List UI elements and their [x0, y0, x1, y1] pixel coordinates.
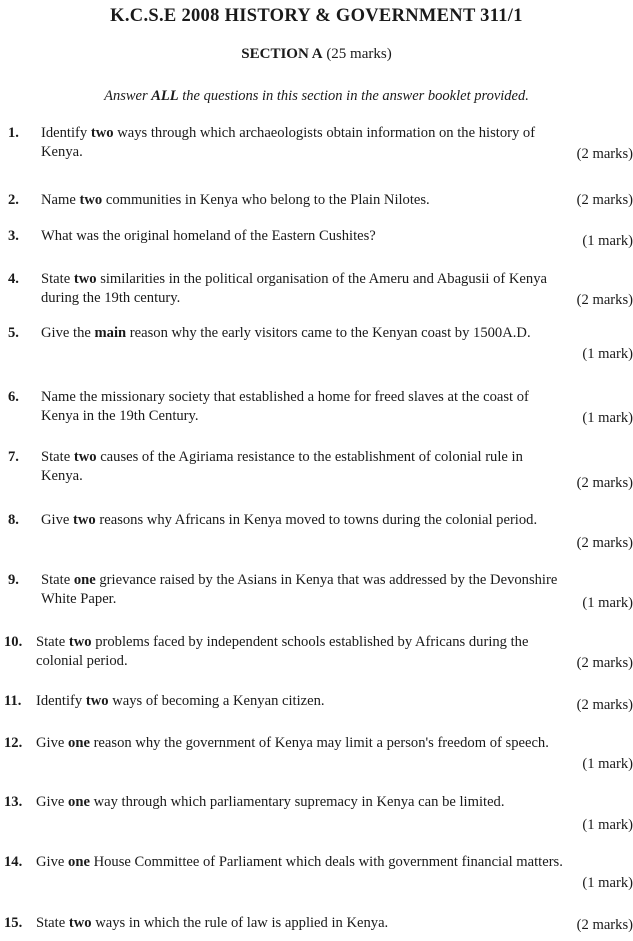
section-heading [0, 46, 633, 63]
question-number: 9. [8, 572, 19, 588]
question-text-post: ways of becoming a Kenyan citizen. [108, 693, 325, 709]
question-text-post: causes of the Agiriama resistance to the establishment of colonial rule in Kenya. [41, 449, 523, 484]
instruction-bold: ALL [151, 88, 179, 104]
question-text-pre: State [41, 449, 74, 465]
question-text-bold: two [85, 693, 109, 709]
question-text [36, 853, 633, 872]
question-text-pre: Give the [41, 325, 95, 341]
question-text-bold: one [68, 735, 90, 751]
question-text [41, 511, 633, 530]
question-number: 8. [8, 512, 19, 528]
question-text-post: reason why the government of Kenya may limit a person's freedom of speech. [89, 735, 549, 751]
question-text [41, 324, 633, 343]
question-marks: (2 marks) [576, 475, 633, 491]
question-text-bold: two [79, 192, 103, 208]
question-marks: (2 marks) [576, 292, 633, 308]
question-text-post: reason why the early visitors came to the Kenyan coast by 1500A.D. [126, 325, 531, 341]
instruction-line [0, 88, 633, 105]
question-text-bold: two [68, 634, 92, 650]
question-text-pre: Give [36, 735, 69, 751]
question-text-post: communities in Kenya who belong to the Plain Nilotes. [102, 192, 430, 208]
question-text-post: ways through which archaeologists obtain information on the history of Kenya. [41, 125, 536, 160]
question-text [36, 914, 633, 933]
instruction-post: the questions in this section in the answer booklet provided. [178, 88, 529, 104]
question-text-pre: State [36, 915, 69, 931]
question-text-bold: two [73, 271, 97, 287]
question-text [41, 191, 633, 210]
question-text-bold: two [73, 512, 96, 528]
question-marks: (1 mark) [582, 410, 633, 426]
question-text [41, 448, 633, 486]
question-text-pre: Give [41, 512, 74, 528]
question-number: 10. [4, 634, 23, 650]
question-text-post: House Committee of Parliament which deals with government financial matters. [89, 854, 563, 870]
question-number: 1. [8, 125, 19, 141]
section-label: SECTION A [241, 46, 323, 62]
question-text-post: similarities in the political organisation of the Ameru and Abagusii of Kenya during the 19th century. [41, 271, 547, 306]
question-number: 4. [8, 271, 19, 287]
question-marks: (1 mark) [582, 233, 633, 249]
question-text-post: problems faced by independent schools established by Africans during the colonial period. [36, 634, 529, 669]
question-text-bold: one [68, 794, 90, 810]
question-marks: (2 marks) [576, 917, 633, 933]
question-text-bold: two [73, 449, 97, 465]
question-number: 7. [8, 449, 19, 465]
question-text [36, 734, 633, 753]
question-text-bold: two [68, 915, 92, 931]
question-text-pre: Name [41, 192, 80, 208]
question-text-bold: one [73, 572, 96, 588]
question-text-bold: one [68, 854, 90, 870]
question-number: 15. [4, 915, 23, 931]
question-text [36, 793, 633, 812]
question-text-bold: main [94, 325, 127, 341]
question-text-pre: Give [36, 854, 69, 870]
question-marks: (1 mark) [582, 875, 633, 891]
question-text-post: reasons why Africans in Kenya moved to towns during the colonial period. [95, 512, 538, 528]
question-number: 12. [4, 735, 23, 751]
question-text-pre: Name the missionary society that established a home for freed slaves at the coast of Kenya in the 19th Century. [41, 389, 529, 424]
question-text [41, 270, 633, 308]
instruction-pre: Answer [104, 88, 152, 104]
question-number: 5. [8, 325, 19, 341]
question-text-pre: Identify [41, 125, 91, 141]
question-text-post: grievance raised by the Asians in Kenya that was addressed by the Devonshire White Paper. [41, 572, 558, 607]
question-text [41, 388, 633, 426]
question-number: 6. [8, 389, 19, 405]
question-text-pre: State [41, 271, 74, 287]
question-marks: (2 marks) [576, 697, 633, 713]
question-marks: (1 mark) [582, 346, 633, 362]
question-number: 3. [8, 228, 19, 244]
question-text [36, 633, 633, 671]
question-number: 2. [8, 192, 19, 208]
question-text-bold: two [90, 125, 114, 141]
question-marks: (1 mark) [582, 756, 633, 772]
question-number: 13. [4, 794, 23, 810]
question-number: 14. [4, 854, 23, 870]
question-marks: (2 marks) [576, 192, 633, 208]
exam-title: K.C.S.E 2008 HISTORY & GOVERNMENT 311/1 [110, 6, 523, 26]
question-text-pre: Identify [36, 693, 86, 709]
question-text [41, 124, 633, 162]
question-text-post: way through which parliamentary supremacy in Kenya can be limited. [89, 794, 505, 810]
question-text [41, 227, 633, 246]
question-marks: (2 marks) [576, 146, 633, 162]
question-marks: (1 mark) [582, 595, 633, 611]
question-text-pre: What was the original homeland of the Eastern Cushites? [41, 228, 376, 244]
question-text-post: ways in which the rule of law is applied in Kenya. [91, 915, 389, 931]
question-marks: (2 marks) [576, 535, 633, 551]
section-marks: (25 marks) [322, 46, 392, 62]
question-marks: (2 marks) [576, 655, 633, 671]
question-text-pre: State [41, 572, 74, 588]
question-marks: (1 mark) [582, 817, 633, 833]
question-text-pre: State [36, 634, 69, 650]
question-number: 11. [4, 693, 22, 709]
question-text-pre: Give [36, 794, 69, 810]
question-text [41, 571, 633, 609]
question-text [36, 692, 633, 711]
